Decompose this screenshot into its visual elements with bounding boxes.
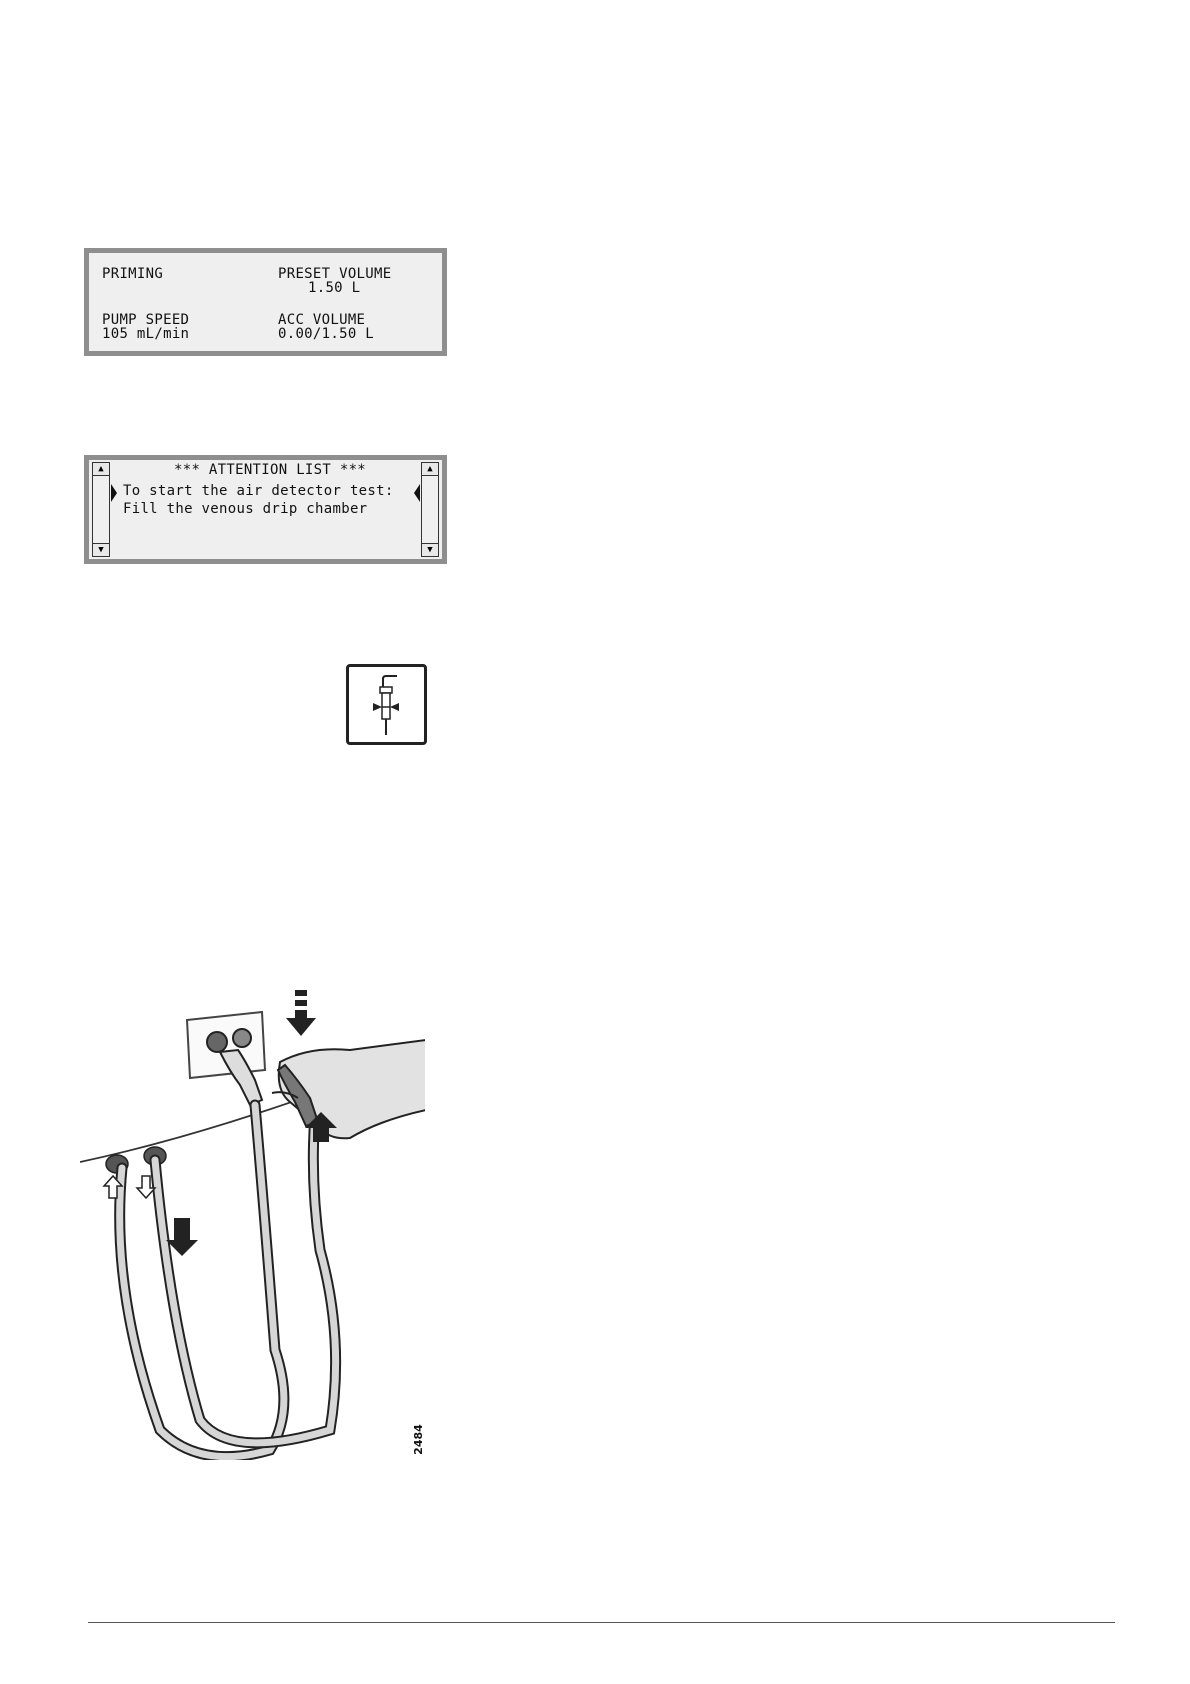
priming-display	[84, 248, 447, 356]
footer-rule	[88, 1622, 1115, 1623]
mode-label: PRIMING	[102, 266, 164, 282]
attention-line-2: Fill the venous drip chamber	[123, 501, 368, 517]
preset-volume-value: 1.50 L	[308, 280, 361, 296]
hand	[272, 1040, 425, 1138]
right-scrollbar[interactable]	[421, 462, 439, 557]
connector-hose-illustration	[80, 990, 425, 1460]
scroll-down-icon[interactable]: ▼	[93, 543, 109, 557]
pump-speed-label: PUMP SPEED	[102, 312, 190, 328]
attention-title: *** ATTENTION LIST ***	[174, 462, 367, 478]
scroll-up-icon[interactable]: ▲	[93, 462, 109, 476]
push-down-arrow-icon	[286, 990, 316, 1036]
acc-volume-value: 0.00/1.50 L	[278, 326, 375, 342]
drip-chamber-key-icon[interactable]	[346, 664, 427, 745]
hoses	[120, 1105, 336, 1457]
wall-plate	[187, 1012, 265, 1078]
scroll-up-icon[interactable]: ▲	[422, 462, 438, 476]
acc-volume-label: ACC VOLUME	[278, 312, 366, 328]
left-scrollbar[interactable]	[92, 462, 110, 557]
figure-number: 2484	[411, 1424, 425, 1455]
attention-list-display	[84, 455, 447, 564]
drip-chamber-icon	[349, 667, 424, 742]
selection-marker-right-icon	[414, 484, 420, 502]
selection-marker-left-icon	[111, 484, 117, 502]
preset-volume-label: PRESET VOLUME	[278, 266, 392, 282]
attention-line-1: To start the air detector test:	[123, 483, 394, 499]
pump-speed-value: 105 mL/min	[102, 326, 190, 342]
scroll-down-icon[interactable]: ▼	[422, 543, 438, 557]
